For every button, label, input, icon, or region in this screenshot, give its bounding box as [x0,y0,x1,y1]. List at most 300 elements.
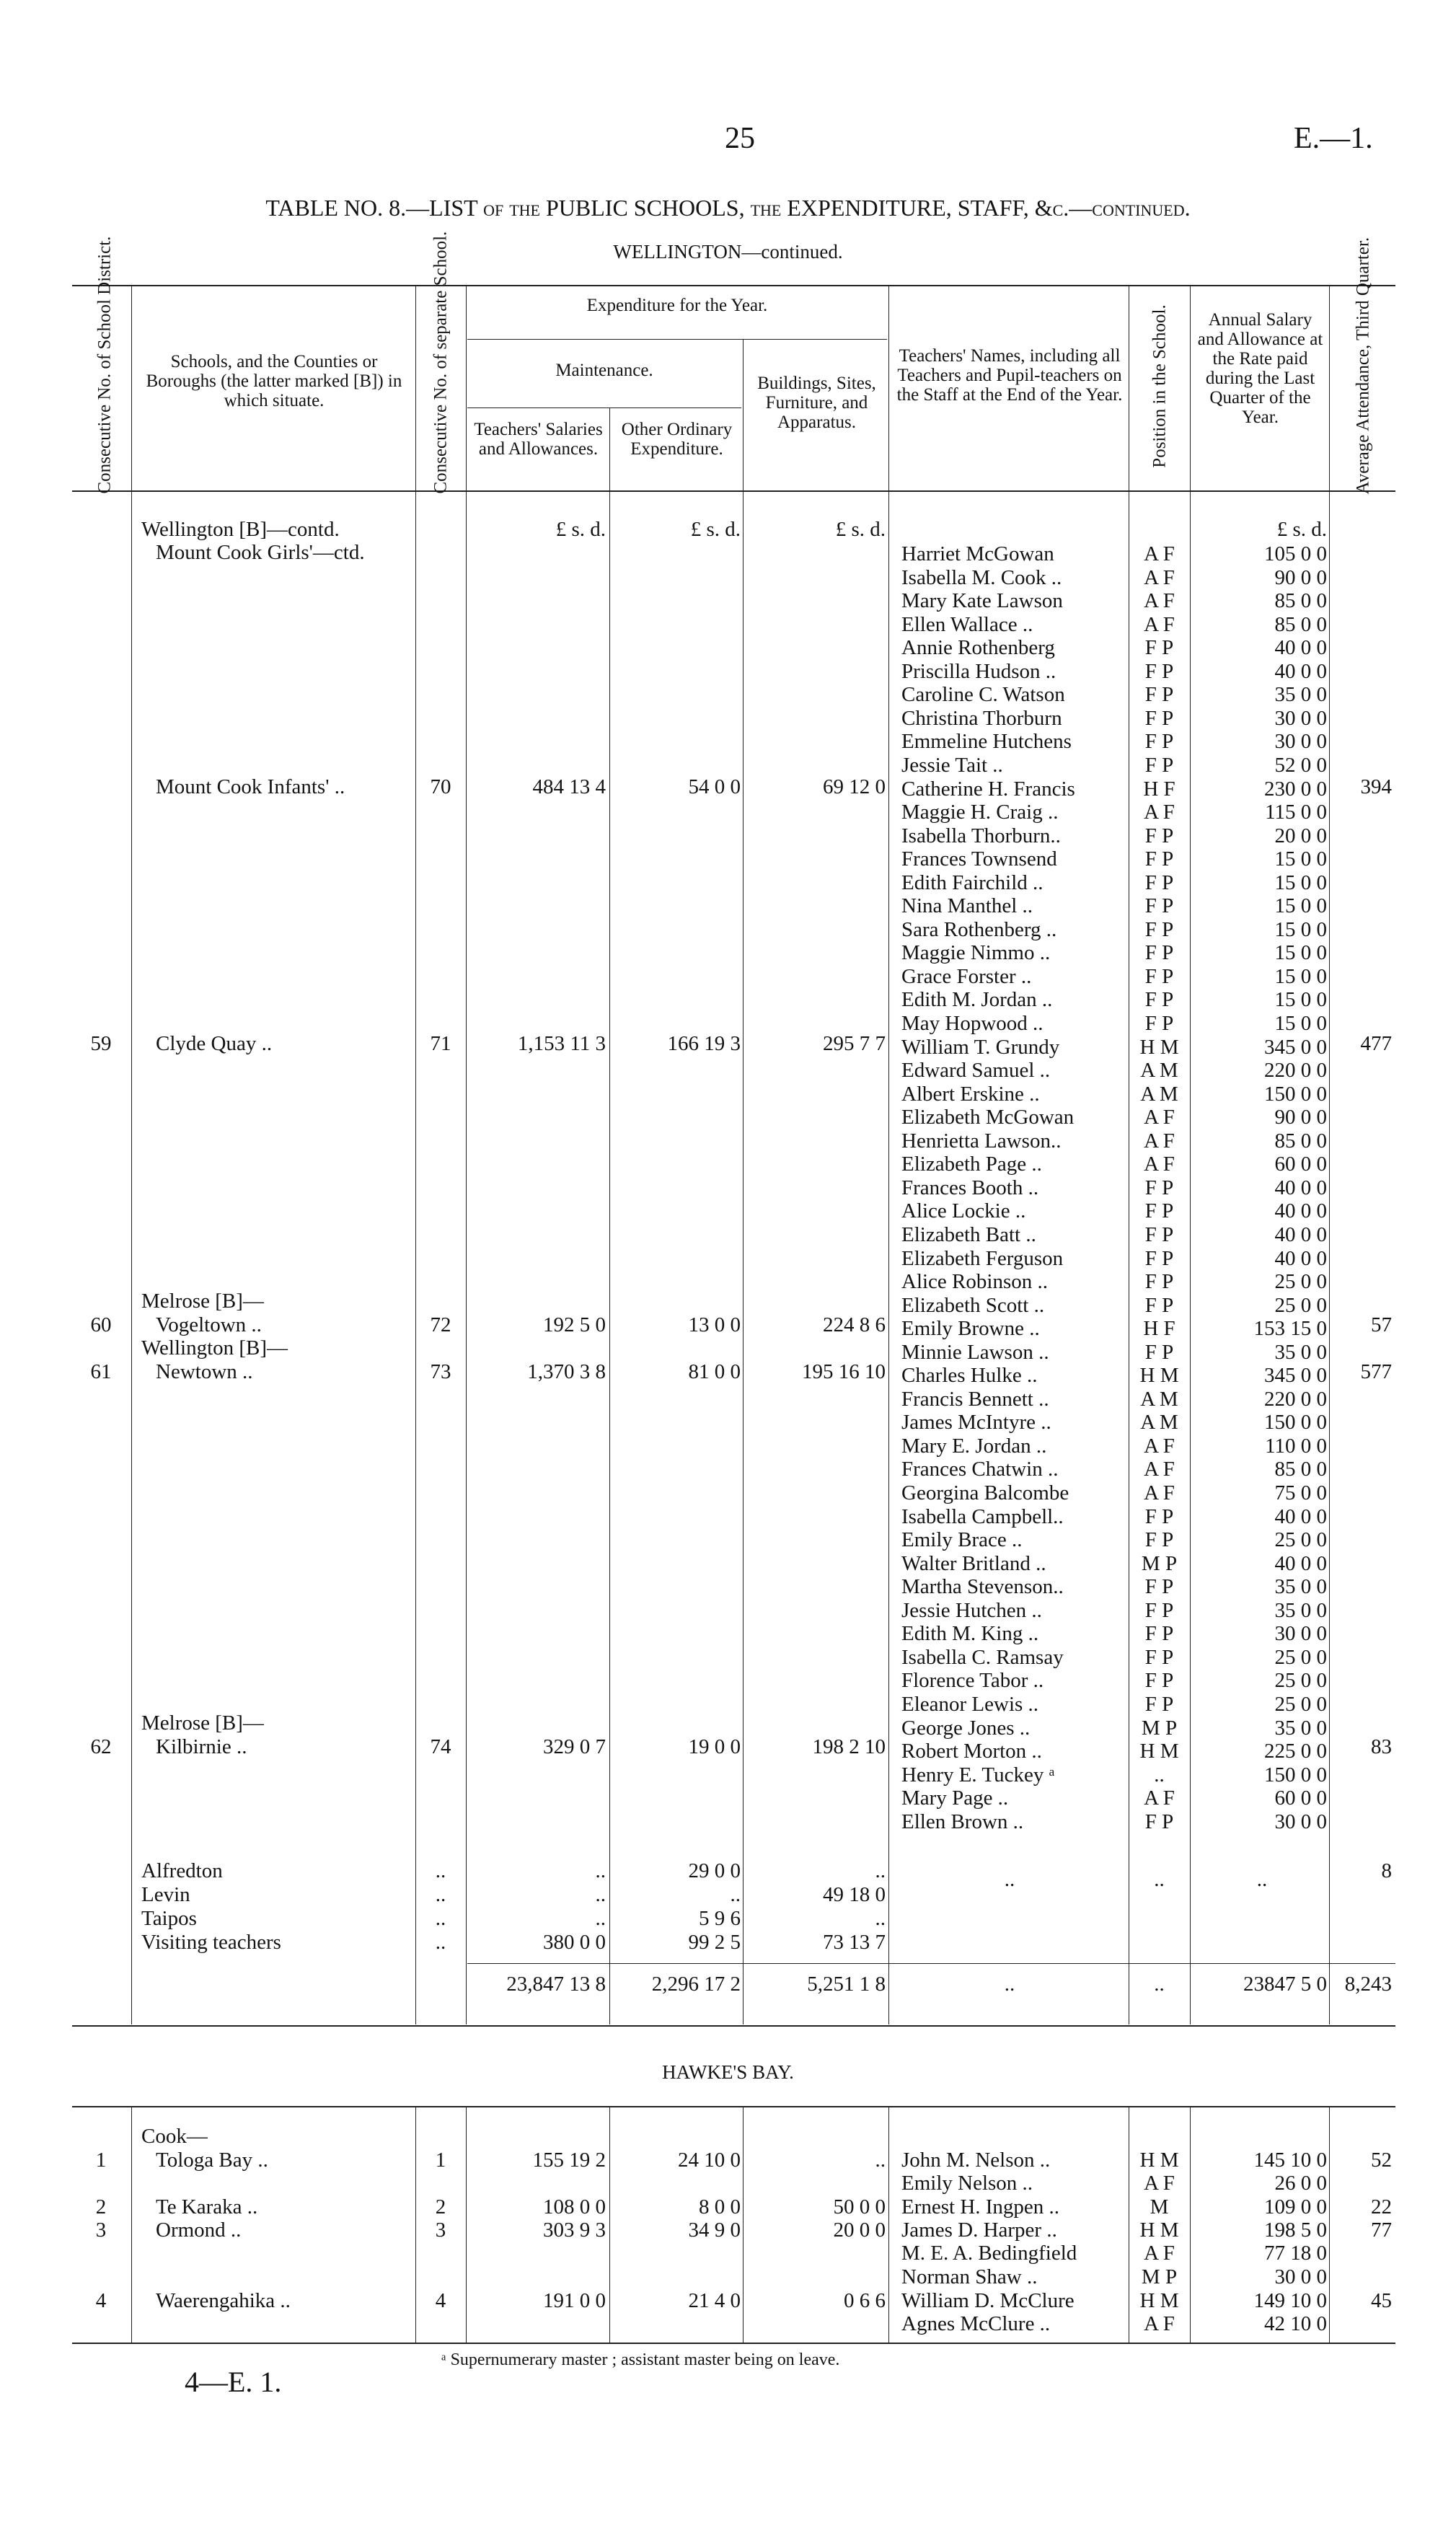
district-number: 59 [90,1032,112,1055]
total-buildings: 5,251 1 8 [807,1973,886,1996]
buildings-expenditure: 0 6 6 [844,2289,886,2312]
teacher-salary: 26 0 0 [1274,2172,1327,2195]
teacher-name: Edward Samuel .. [901,1059,1051,1082]
teachers-salaries: 155 19 2 [532,2149,606,2172]
teacher-salary: 35 0 0 [1274,1717,1327,1740]
teacher-salary: 90 0 0 [1274,1106,1327,1129]
teacher-name: James D. Harper .. [901,2218,1057,2242]
teachers-salaries: 303 9 3 [543,2218,606,2242]
teacher-salary: 115 0 0 [1265,801,1327,824]
teacher-position: A F [1144,2172,1175,2195]
teacher-position: F P [1144,1012,1174,1035]
teacher-salary: 153 15 0 [1253,1317,1327,1340]
teacher-position: F P [1144,824,1174,847]
teacher-position: M P [1141,1552,1178,1575]
district-number: 4 [95,2289,107,2312]
other-expenditure: 81 0 0 [688,1360,741,1383]
teacher-name: Mary E. Jordan .. [901,1435,1047,1458]
teachers-salaries: 1,370 3 8 [527,1360,606,1383]
header-other-expenditure: Other Ordinary Expenditure. [621,420,733,459]
page-number: 25 [725,122,755,155]
teacher-name: May Hopwood .. [901,1012,1044,1035]
teacher-name: Emily Browne .. [901,1317,1040,1340]
teacher-position: A M [1140,1059,1178,1082]
other-expenditure: 24 10 0 [678,2149,741,2172]
header-bottom-rule [72,490,1395,492]
teacher-position: F P [1144,1646,1174,1669]
header-attendance: Average Attendance, Third Quarter. [1353,237,1373,495]
teacher-name: Edith M. Jordan .. [901,988,1053,1011]
teacher-salary: 15 0 0 [1274,1012,1327,1035]
teacher-position: F P [1144,918,1174,941]
teacher-name: Elizabeth Ferguson [901,1247,1064,1270]
header-teachers-names: Teachers' Names, including all Teachers and Pupil-teachers on the Staff at the End of the Year. [896,346,1123,405]
teacher-name: John M. Nelson .. [901,2149,1051,2172]
teacher-name: Ellen Wallace .. [901,613,1033,636]
col-line-3 [466,286,467,2024]
teacher-position: M P [1141,2265,1178,2288]
section-title-wellington: WELLINGTON—continued. [613,241,843,263]
teacher-name: Maggie Nimmo .. [901,941,1051,964]
teacher-position: A F [1144,1458,1175,1481]
teacher-position: F P [1144,660,1174,683]
school-number: 70 [430,775,451,798]
teachers-salaries: .. [595,1883,606,1906]
total-salary: 23847 5 0 [1243,1973,1327,1996]
teacher-position: F P [1144,730,1174,753]
footnote: ᵃ Supernumerary master ; assistant master being on leave. [441,2350,840,2369]
teacher-position: A F [1144,1153,1175,1176]
teacher-name: Florence Tabor .. [901,1669,1044,1692]
teacher-position: A M [1140,1411,1178,1434]
teachers-salaries: 192 5 0 [543,1313,606,1336]
teacher-name: Isabella M. Cook .. [901,566,1062,589]
teacher-name: Harriet McGowan [901,542,1054,565]
total-salaries: 23,847 13 8 [506,1973,606,1996]
teacher-position: F P [1144,1199,1174,1222]
teacher-salary: 35 0 0 [1274,1575,1327,1598]
teacher-name: Jessie Tait .. [901,754,1003,777]
teacher-name: Edith Fairchild .. [901,871,1044,894]
teacher-position: A F [1144,2242,1175,2265]
misc-position: .. [1154,1868,1165,1891]
teacher-position: F P [1144,965,1174,988]
teacher-name: Henry E. Tuckey ᵃ [901,1763,1055,1786]
teacher-name: Emily Nelson .. [901,2172,1033,2195]
teacher-position: F P [1144,1669,1174,1692]
misc-teacher: .. [1004,1868,1015,1891]
teacher-name: Elizabeth Batt .. [901,1223,1036,1246]
teacher-position: A F [1144,1481,1175,1504]
teachers-salaries: .. [595,1907,606,1930]
average-attendance: 57 [1371,1313,1392,1336]
district-number: 2 [95,2195,107,2218]
teacher-salary: 40 0 0 [1274,1176,1327,1199]
school-name: Alfredton [141,1859,223,1882]
teacher-position: H F [1143,777,1175,801]
teacher-salary: 85 0 0 [1274,1458,1327,1481]
table-title: TABLE NO. 8.—LIST of the PUBLIC SCHOOLS, the EXPENDITURE, STAFF, &c.—continued. [265,195,1191,221]
teacher-name: Priscilla Hudson .. [901,660,1056,683]
teachers-salaries: 108 0 0 [543,2195,606,2218]
county-label: Wellington [B]— [141,1336,288,1360]
school-name: Kilbirnie .. [156,1735,247,1758]
teacher-position: A M [1140,1083,1178,1106]
header-salary: Annual Salary and Allowance at the Rate paid during the Last Quarter of the Year. [1197,310,1323,427]
teacher-position: F P [1144,988,1174,1011]
teacher-name: Minnie Lawson .. [901,1341,1049,1364]
teacher-salary: 40 0 0 [1274,1223,1327,1246]
school-name: Newtown .. [156,1360,253,1383]
teacher-salary: 35 0 0 [1274,683,1327,706]
teacher-position: A F [1144,1129,1175,1153]
teacher-salary: 30 0 0 [1274,2265,1327,2288]
total-teacher: .. [1004,1973,1015,1996]
teacher-salary: 30 0 0 [1274,1810,1327,1833]
col-line-2 [415,286,416,2024]
teacher-salary: 25 0 0 [1274,1669,1327,1692]
teacher-salary: 40 0 0 [1274,1247,1327,1270]
school-number: 71 [430,1032,451,1055]
teacher-salary: 35 0 0 [1274,1599,1327,1622]
teacher-name: William D. McClure [901,2289,1075,2312]
header-top-rule [72,285,1395,286]
teacher-salary: 345 0 0 [1264,1036,1327,1059]
buildings-expenditure: .. [875,1907,886,1930]
teacher-name: Alice Lockie .. [901,1199,1026,1222]
teacher-name: Jessie Hutchen .. [901,1599,1042,1622]
teacher-name: Emily Brace .. [901,1528,1023,1551]
teacher-position: H M [1139,2218,1179,2242]
teacher-name: Frances Townsend [901,847,1057,871]
school-name: Vogeltown .. [156,1313,262,1336]
teacher-position: A F [1144,1435,1175,1458]
school-label: Wellington [B]—contd. [141,518,340,541]
teacher-name: Elizabeth Scott .. [901,1294,1045,1317]
teacher-salary: 40 0 0 [1274,1505,1327,1528]
teacher-position: A F [1144,801,1175,824]
buildings-expenditure: 69 12 0 [823,775,886,798]
buildings-expenditure: 20 0 0 [833,2218,886,2242]
currency-header-buildings: £ s. d. [835,518,886,541]
teacher-salary: 149 10 0 [1253,2289,1327,2312]
teacher-name: Mary Page .. [901,1786,1009,1810]
average-attendance: 77 [1371,2218,1392,2242]
header-school-no: Consecutive No. of separate School. [431,231,451,494]
teacher-salary: 25 0 0 [1274,1528,1327,1551]
teacher-name: Isabella Thorburn.. [901,824,1061,847]
col-line-1 [131,286,132,2024]
average-attendance: 83 [1371,1735,1392,1758]
other-expenditure: .. [730,1883,741,1906]
school-number: .. [435,1883,446,1906]
other-expenditure: 99 2 5 [688,1931,741,1954]
teacher-salary: 40 0 0 [1274,660,1327,683]
hb-col-line [466,2107,467,2343]
hb-top-rule [72,2106,1395,2107]
buildings-expenditure: .. [875,2149,886,2172]
currency-header-salary: £ s. d. [1276,518,1327,541]
misc-salary: .. [1256,1868,1268,1891]
other-expenditure: 19 0 0 [688,1735,741,1758]
section-title-hawkes-bay: HAWKE'S BAY. [662,2061,794,2083]
teacher-name: Frances Booth .. [901,1176,1039,1199]
teacher-name: Nina Manthel .. [901,894,1033,917]
col-line-4 [609,407,610,2024]
teacher-position: A F [1144,1786,1175,1810]
hb-col-line [888,2107,889,2343]
teacher-name: Walter Britland .. [901,1552,1046,1575]
teacher-position: F P [1144,1810,1174,1833]
school-number: 74 [430,1735,451,1758]
hb-col-line [1190,2107,1191,2343]
teacher-name: Alice Robinson .. [901,1270,1048,1293]
teacher-name: William T. Grundy [901,1036,1060,1059]
school-number: 1 [435,2149,446,2172]
teacher-name: Grace Forster .. [901,965,1032,988]
school-name: Tologa Bay .. [156,2149,268,2172]
school-label: Mount Cook Girls'—ctd. [156,541,365,564]
school-name: Waerengahika .. [156,2289,291,2312]
teacher-position: F P [1144,754,1174,777]
teachers-salaries: 380 0 0 [543,1931,606,1954]
col-line-5 [743,339,744,2024]
average-attendance: 8 [1381,1859,1392,1882]
teacher-position: M [1150,2195,1169,2218]
teacher-salary: 60 0 0 [1274,1786,1327,1810]
teacher-salary: 15 0 0 [1274,965,1327,988]
teacher-position: F P [1144,1270,1174,1293]
teacher-name: Frances Chatwin .. [901,1458,1059,1481]
buildings-expenditure: 49 18 0 [823,1883,886,1906]
teacher-salary: 30 0 0 [1274,1622,1327,1645]
school-name: Te Karaka .. [156,2195,258,2218]
teachers-salaries: 329 0 7 [543,1735,606,1758]
teachers-salaries: 484 13 4 [532,775,606,798]
teacher-position: H M [1139,1036,1179,1059]
school-number: 4 [435,2289,446,2312]
buildings-expenditure: 195 16 10 [802,1360,886,1383]
teacher-name: Caroline C. Watson [901,683,1065,706]
teacher-name: Annie Rothenberg [901,636,1055,659]
teacher-salary: 345 0 0 [1264,1364,1327,1387]
teacher-salary: 30 0 0 [1274,707,1327,730]
maintenance-rule [467,407,741,408]
teacher-name: M. E. A. Bedingfield [901,2242,1077,2265]
school-name: Levin [141,1883,190,1906]
teacher-salary: 25 0 0 [1274,1270,1327,1293]
county-label: Cook— [141,2125,208,2148]
header-district-no: Consecutive No. of School District. [94,236,115,494]
currency-header-salaries: £ s. d. [555,518,606,541]
teacher-salary: 15 0 0 [1274,988,1327,1011]
teacher-name: Georgina Balcombe [901,1481,1069,1504]
teacher-position: F P [1144,707,1174,730]
teacher-position: F P [1144,1341,1174,1364]
teacher-name: Emmeline Hutchens [901,730,1072,753]
teachers-salaries: .. [595,1859,606,1882]
teacher-position: F P [1144,1294,1174,1317]
teacher-name: George Jones .. [901,1717,1031,1740]
teacher-salary: 77 18 0 [1264,2242,1327,2265]
teacher-position: F P [1144,1693,1174,1716]
hb-col-line [131,2107,132,2343]
header-expenditure: Expenditure for the Year. [586,296,768,315]
buildings-expenditure: 224 8 6 [823,1313,886,1336]
teacher-position: F P [1144,683,1174,706]
teacher-position: A F [1144,1106,1175,1129]
school-number: .. [435,1931,446,1954]
teacher-position: F P [1144,1599,1174,1622]
district-number: 62 [90,1735,112,1758]
teacher-position: F P [1144,1622,1174,1645]
teacher-salary: 35 0 0 [1274,1341,1327,1364]
teacher-name: Francis Bennett .. [901,1388,1049,1411]
teacher-position: M P [1141,1717,1178,1740]
teacher-name: Agnes McClure .. [901,2312,1051,2335]
district-number: 3 [95,2218,107,2242]
other-expenditure: 5 9 6 [699,1907,741,1930]
teacher-position: H M [1139,2149,1179,2172]
header-maintenance: Maintenance. [555,361,653,380]
average-attendance: 577 [1360,1360,1392,1383]
teacher-position: F P [1144,847,1174,871]
header-position: Position in the School. [1150,304,1170,468]
other-expenditure: 21 4 0 [688,2289,741,2312]
page-code: E.—1. [1294,122,1373,155]
teacher-salary: 15 0 0 [1274,871,1327,894]
teacher-position: H M [1139,2289,1179,2312]
teacher-salary: 52 0 0 [1274,754,1327,777]
teacher-name: Martha Stevenson.. [901,1575,1064,1598]
hb-col-line [609,2107,610,2343]
teacher-salary: 15 0 0 [1274,847,1327,871]
school-name: Visiting teachers [141,1931,281,1954]
teacher-name: Norman Shaw .. [901,2265,1038,2288]
hb-col-line [1329,2107,1330,2343]
buildings-expenditure: .. [875,1859,886,1882]
teacher-salary: 150 0 0 [1264,1411,1327,1434]
teacher-salary: 105 0 0 [1264,542,1327,565]
teacher-salary: 40 0 0 [1274,636,1327,659]
teacher-position: F P [1144,1176,1174,1199]
teacher-name: Elizabeth McGowan [901,1106,1075,1129]
buildings-expenditure: 50 0 0 [833,2195,886,2218]
school-name: Ormond .. [156,2218,242,2242]
district-number: 60 [90,1313,112,1336]
header-schools: Schools, and the Counties or Boroughs (the latter marked [B]) in which situate. [146,352,402,410]
total-position: .. [1154,1973,1165,1996]
teacher-salary: 85 0 0 [1274,589,1327,612]
expenditure-rule [467,339,887,340]
teacher-position: H M [1139,1364,1179,1387]
teacher-salary: 230 0 0 [1264,777,1327,801]
teacher-salary: 60 0 0 [1274,1153,1327,1176]
teacher-salary: 30 0 0 [1274,730,1327,753]
teacher-position: F P [1144,1505,1174,1528]
teachers-salaries: 191 0 0 [543,2289,606,2312]
teacher-salary: 90 0 0 [1274,566,1327,589]
teacher-name: Isabella C. Ramsay [901,1646,1064,1669]
teacher-salary: 25 0 0 [1274,1294,1327,1317]
col-line-6 [888,286,889,2024]
school-number: .. [435,1907,446,1930]
other-expenditure: 13 0 0 [688,1313,741,1336]
teacher-salary: 220 0 0 [1264,1059,1327,1082]
teacher-position: A F [1144,613,1175,636]
other-expenditure: 29 0 0 [688,1859,741,1882]
teacher-position: H M [1139,1740,1179,1763]
teacher-position: A F [1144,589,1175,612]
header-teachers-salaries: Teachers' Salaries and Allowances. [474,420,603,459]
total-other: 2,296 17 2 [651,1973,741,1996]
col-line-9 [1329,286,1330,2024]
teacher-position: F P [1144,1528,1174,1551]
district-number: 1 [95,2149,107,2172]
teacher-salary: 42 10 0 [1264,2312,1327,2335]
teacher-position: F P [1144,636,1174,659]
teacher-name: Christina Thorburn [901,707,1062,730]
hb-bottom-rule [72,2343,1395,2344]
school-number: 3 [435,2218,446,2242]
other-expenditure: 34 9 0 [688,2218,741,2242]
county-label: Melrose [B]— [141,1290,264,1313]
buildings-expenditure: 73 13 7 [823,1931,886,1954]
teacher-salary: 150 0 0 [1264,1763,1327,1786]
teacher-salary: 15 0 0 [1274,941,1327,964]
wellington-bottom-rule [72,2025,1395,2027]
teacher-position: F P [1144,871,1174,894]
average-attendance: 45 [1371,2289,1392,2312]
district-number: 61 [90,1360,112,1383]
total-attendance: 8,243 [1344,1973,1392,1996]
teacher-position: A F [1144,2312,1175,2335]
average-attendance: 52 [1371,2149,1392,2172]
totals-rule [467,1963,1395,1964]
teacher-name: Henrietta Lawson.. [901,1129,1062,1153]
teacher-position: F P [1144,1247,1174,1270]
teacher-salary: 220 0 0 [1264,1388,1327,1411]
teacher-salary: 110 0 0 [1265,1435,1327,1458]
average-attendance: 22 [1371,2195,1392,2218]
teacher-salary: 25 0 0 [1274,1646,1327,1669]
average-attendance: 394 [1360,775,1392,798]
footer-code: 4—E. 1. [185,2366,282,2398]
buildings-expenditure: 295 7 7 [823,1032,886,1055]
teachers-salaries: 1,153 11 3 [517,1032,606,1055]
teacher-salary: 225 0 0 [1264,1740,1327,1763]
other-expenditure: 166 19 3 [667,1032,741,1055]
teacher-position: A F [1144,542,1175,565]
teacher-name: Eleanor Lewis .. [901,1693,1039,1716]
buildings-expenditure: 198 2 10 [812,1735,886,1758]
teacher-name: Charles Hulke .. [901,1364,1038,1387]
teacher-salary: 15 0 0 [1274,918,1327,941]
teacher-name: Albert Erskine .. [901,1083,1040,1106]
teacher-position: A M [1140,1388,1178,1411]
teacher-name: James McIntyre .. [901,1411,1051,1434]
teacher-salary: 20 0 0 [1274,824,1327,847]
hb-col-line [743,2107,744,2343]
teacher-name: Robert Morton .. [901,1740,1042,1763]
other-expenditure: 8 0 0 [699,2195,741,2218]
teacher-salary: 40 0 0 [1274,1552,1327,1575]
teacher-salary: 85 0 0 [1274,613,1327,636]
teacher-name: Elizabeth Page .. [901,1153,1042,1176]
school-name: Taipos [141,1907,197,1930]
average-attendance: 477 [1360,1032,1392,1055]
teacher-salary: 198 5 0 [1264,2218,1327,2242]
